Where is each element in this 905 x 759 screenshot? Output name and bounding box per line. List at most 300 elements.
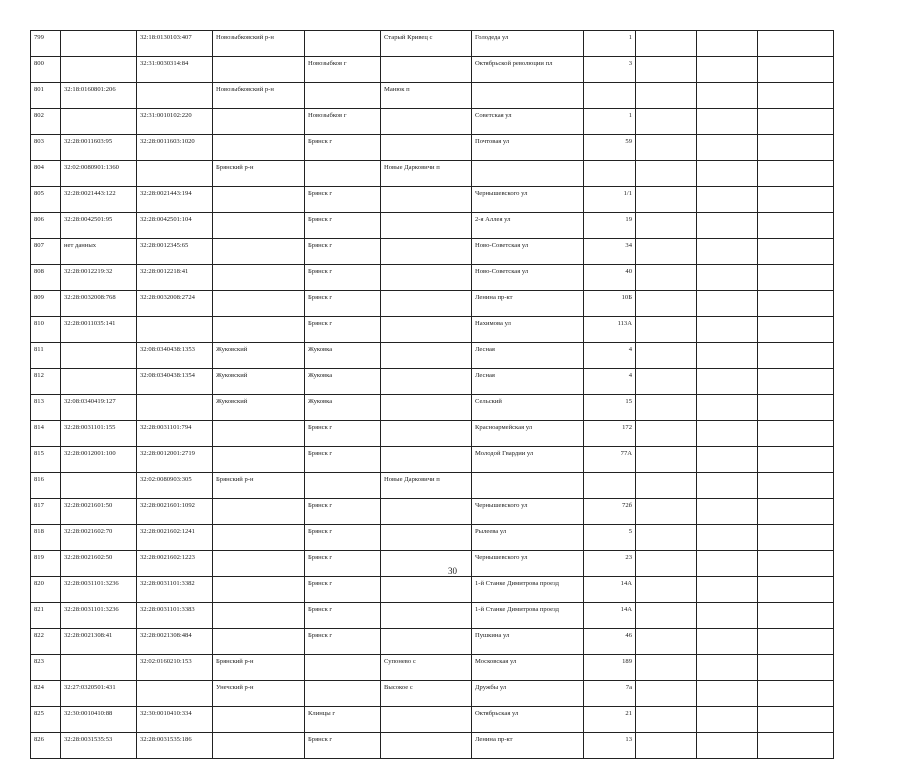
extra-cell-3 xyxy=(758,577,834,603)
city-cell: Брянск г xyxy=(305,187,381,213)
building-cadastral-cell: 32:28:0031535:186 xyxy=(137,733,213,759)
row-number-cell: 808 xyxy=(31,265,61,291)
street-cell: Голодеда ул xyxy=(472,31,584,57)
row-number-cell: 802 xyxy=(31,109,61,135)
city-cell: Брянск г xyxy=(305,291,381,317)
building-cadastral-cell: 32:28:0031101:3383 xyxy=(137,603,213,629)
extra-cell-2 xyxy=(697,499,758,525)
house-number-cell: 59 xyxy=(584,135,636,161)
extra-cell-3 xyxy=(758,733,834,759)
settlement-cell: Новые Дарковичи п xyxy=(381,161,472,187)
district-cell xyxy=(213,317,305,343)
house-number-cell xyxy=(584,83,636,109)
street-cell: Сельский xyxy=(472,395,584,421)
table-row xyxy=(31,577,834,603)
district-cell: Брянский р-н xyxy=(213,655,305,681)
extra-cell-2 xyxy=(697,57,758,83)
settlement-cell xyxy=(381,369,472,395)
extra-cell-2 xyxy=(697,31,758,57)
extra-cell-1 xyxy=(636,473,697,499)
cadastral-number-cell: 32:27:0320501:431 xyxy=(61,681,137,707)
street-cell: Московская ул xyxy=(472,655,584,681)
extra-cell-2 xyxy=(697,239,758,265)
row-number-cell: 826 xyxy=(31,733,61,759)
settlement-cell xyxy=(381,317,472,343)
table-row xyxy=(31,369,834,395)
extra-cell-1 xyxy=(636,733,697,759)
table-row xyxy=(31,317,834,343)
building-cadastral-cell: 32:28:0021602:1223 xyxy=(137,551,213,577)
table-row xyxy=(31,629,834,655)
street-cell: Пушкина ул xyxy=(472,629,584,655)
city-cell: Брянск г xyxy=(305,239,381,265)
settlement-cell xyxy=(381,57,472,83)
extra-cell-2 xyxy=(697,343,758,369)
city-cell: Новозыбков г xyxy=(305,57,381,83)
house-number-cell: 77А xyxy=(584,447,636,473)
house-number-cell: 1/1 xyxy=(584,187,636,213)
district-cell xyxy=(213,577,305,603)
street-cell: Октябрьская ул xyxy=(472,707,584,733)
district-cell xyxy=(213,187,305,213)
house-number-cell: 1 xyxy=(584,109,636,135)
building-cadastral-cell: 32:28:0021308:484 xyxy=(137,629,213,655)
building-cadastral-cell: 32:02:0160210:153 xyxy=(137,655,213,681)
row-number-cell: 803 xyxy=(31,135,61,161)
extra-cell-2 xyxy=(697,733,758,759)
house-number-cell: 14А xyxy=(584,603,636,629)
house-number-cell: 10Б xyxy=(584,291,636,317)
extra-cell-3 xyxy=(758,239,834,265)
extra-cell-3 xyxy=(758,83,834,109)
building-cadastral-cell: 32:02:0080903:305 xyxy=(137,473,213,499)
row-number-cell: 817 xyxy=(31,499,61,525)
building-cadastral-cell xyxy=(137,317,213,343)
extra-cell-1 xyxy=(636,681,697,707)
extra-cell-3 xyxy=(758,265,834,291)
house-number-cell xyxy=(584,161,636,187)
cadastral-number-cell: 32:28:0032008:768 xyxy=(61,291,137,317)
table-row xyxy=(31,499,834,525)
building-cadastral-cell: 32:28:0042501:104 xyxy=(137,213,213,239)
city-cell xyxy=(305,161,381,187)
cadastral-number-cell: 32:28:0031101:3236 xyxy=(61,577,137,603)
table-row xyxy=(31,707,834,733)
city-cell: Новозыбков г xyxy=(305,109,381,135)
street-cell: Ново-Советская ул xyxy=(472,265,584,291)
table-row xyxy=(31,83,834,109)
street-cell: Чернышевского ул xyxy=(472,551,584,577)
street-cell: Советская ул xyxy=(472,109,584,135)
extra-cell-2 xyxy=(697,629,758,655)
table-row xyxy=(31,187,834,213)
city-cell: Брянск г xyxy=(305,447,381,473)
table-row xyxy=(31,681,834,707)
extra-cell-1 xyxy=(636,603,697,629)
district-cell xyxy=(213,421,305,447)
settlement-cell xyxy=(381,525,472,551)
extra-cell-3 xyxy=(758,343,834,369)
building-cadastral-cell: 32:28:0031101:794 xyxy=(137,421,213,447)
house-number-cell: 189 xyxy=(584,655,636,681)
settlement-cell xyxy=(381,577,472,603)
cadastral-number-cell: 32:28:0021602:50 xyxy=(61,551,137,577)
settlement-cell xyxy=(381,603,472,629)
row-number-cell: 822 xyxy=(31,629,61,655)
extra-cell-1 xyxy=(636,109,697,135)
table-row xyxy=(31,135,834,161)
extra-cell-3 xyxy=(758,135,834,161)
city-cell: Брянск г xyxy=(305,551,381,577)
table-row xyxy=(31,291,834,317)
extra-cell-3 xyxy=(758,629,834,655)
city-cell: Брянск г xyxy=(305,421,381,447)
extra-cell-2 xyxy=(697,109,758,135)
extra-cell-1 xyxy=(636,31,697,57)
row-number-cell: 811 xyxy=(31,343,61,369)
city-cell: Жуковка xyxy=(305,343,381,369)
table-row xyxy=(31,603,834,629)
cadastral-number-cell: 32:28:0031101:3236 xyxy=(61,603,137,629)
extra-cell-1 xyxy=(636,265,697,291)
city-cell xyxy=(305,473,381,499)
extra-cell-3 xyxy=(758,213,834,239)
extra-cell-3 xyxy=(758,109,834,135)
district-cell xyxy=(213,291,305,317)
house-number-cell: 19 xyxy=(584,213,636,239)
house-number-cell: 5 xyxy=(584,525,636,551)
district-cell: Жуковский xyxy=(213,343,305,369)
street-cell: Почтовая ул xyxy=(472,135,584,161)
building-cadastral-cell xyxy=(137,83,213,109)
cadastral-number-cell xyxy=(61,343,137,369)
table-row xyxy=(31,213,834,239)
settlement-cell xyxy=(381,135,472,161)
table-row xyxy=(31,395,834,421)
house-number-cell: 72б xyxy=(584,499,636,525)
house-number-cell: 1 xyxy=(584,31,636,57)
extra-cell-3 xyxy=(758,187,834,213)
district-cell xyxy=(213,733,305,759)
settlement-cell xyxy=(381,213,472,239)
city-cell xyxy=(305,681,381,707)
city-cell xyxy=(305,655,381,681)
extra-cell-1 xyxy=(636,369,697,395)
street-cell: 2-я Аллея ул xyxy=(472,213,584,239)
settlement-cell xyxy=(381,421,472,447)
extra-cell-3 xyxy=(758,369,834,395)
street-cell: Ленина пр-кт xyxy=(472,733,584,759)
extra-cell-2 xyxy=(697,681,758,707)
table-row xyxy=(31,343,834,369)
house-number-cell: 113А xyxy=(584,317,636,343)
district-cell xyxy=(213,629,305,655)
street-cell: Красноармейская ул xyxy=(472,421,584,447)
row-number-cell: 810 xyxy=(31,317,61,343)
extra-cell-3 xyxy=(758,525,834,551)
cadastral-number-cell: 32:18:0160801:206 xyxy=(61,83,137,109)
extra-cell-2 xyxy=(697,603,758,629)
cadastral-number-cell: 32:28:0031535:53 xyxy=(61,733,137,759)
building-cadastral-cell: 32:31:0030314:84 xyxy=(137,57,213,83)
row-number-cell: 807 xyxy=(31,239,61,265)
district-cell xyxy=(213,135,305,161)
building-cadastral-cell xyxy=(137,161,213,187)
extra-cell-1 xyxy=(636,577,697,603)
building-cadastral-cell: 32:31:0010102:220 xyxy=(137,109,213,135)
extra-cell-1 xyxy=(636,395,697,421)
table-row xyxy=(31,57,834,83)
extra-cell-3 xyxy=(758,317,834,343)
settlement-cell xyxy=(381,395,472,421)
cadastral-number-cell: 32:28:0021602:70 xyxy=(61,525,137,551)
extra-cell-1 xyxy=(636,707,697,733)
row-number-cell: 825 xyxy=(31,707,61,733)
extra-cell-2 xyxy=(697,187,758,213)
page-number: 30 xyxy=(448,566,457,576)
street-cell: Лесная xyxy=(472,343,584,369)
extra-cell-3 xyxy=(758,499,834,525)
row-number-cell: 799 xyxy=(31,31,61,57)
extra-cell-2 xyxy=(697,291,758,317)
cadastral-number-cell: 32:28:0011035:141 xyxy=(61,317,137,343)
street-cell: 1-й Станке Димитрова проезд xyxy=(472,603,584,629)
extra-cell-1 xyxy=(636,343,697,369)
table-row xyxy=(31,447,834,473)
settlement-cell xyxy=(381,499,472,525)
house-number-cell: 3 xyxy=(584,57,636,83)
table-row xyxy=(31,239,834,265)
street-cell xyxy=(472,83,584,109)
extra-cell-3 xyxy=(758,707,834,733)
cadastral-number-cell xyxy=(61,57,137,83)
settlement-cell xyxy=(381,447,472,473)
building-cadastral-cell: 32:30:0010410:334 xyxy=(137,707,213,733)
extra-cell-1 xyxy=(636,525,697,551)
cadastral-number-cell: 32:28:0012001:100 xyxy=(61,447,137,473)
row-number-cell: 812 xyxy=(31,369,61,395)
extra-cell-3 xyxy=(758,161,834,187)
city-cell: Брянск г xyxy=(305,265,381,291)
building-cadastral-cell: 32:18:0130103:407 xyxy=(137,31,213,57)
street-cell: Рылеева ул xyxy=(472,525,584,551)
settlement-cell xyxy=(381,187,472,213)
table-row xyxy=(31,525,834,551)
city-cell: Брянск г xyxy=(305,135,381,161)
extra-cell-2 xyxy=(697,473,758,499)
building-cadastral-cell: 32:28:0032008:2724 xyxy=(137,291,213,317)
extra-cell-3 xyxy=(758,447,834,473)
extra-cell-3 xyxy=(758,395,834,421)
extra-cell-2 xyxy=(697,265,758,291)
district-cell xyxy=(213,109,305,135)
settlement-cell: Высокое с xyxy=(381,681,472,707)
cadastral-number-cell xyxy=(61,473,137,499)
extra-cell-3 xyxy=(758,473,834,499)
settlement-cell xyxy=(381,733,472,759)
row-number-cell: 823 xyxy=(31,655,61,681)
building-cadastral-cell xyxy=(137,681,213,707)
district-cell xyxy=(213,603,305,629)
street-cell: Дружбы ул xyxy=(472,681,584,707)
building-cadastral-cell: 32:28:0031101:3382 xyxy=(137,577,213,603)
extra-cell-1 xyxy=(636,239,697,265)
district-cell: Новозыбковский р-н xyxy=(213,83,305,109)
street-cell: Ново-Советская ул xyxy=(472,239,584,265)
district-cell: Брянский р-н xyxy=(213,161,305,187)
extra-cell-1 xyxy=(636,135,697,161)
settlement-cell xyxy=(381,291,472,317)
extra-cell-3 xyxy=(758,655,834,681)
building-cadastral-cell: 32:08:0340438:1354 xyxy=(137,369,213,395)
street-cell xyxy=(472,161,584,187)
extra-cell-2 xyxy=(697,655,758,681)
extra-cell-2 xyxy=(697,447,758,473)
building-cadastral-cell: 32:28:0012345:65 xyxy=(137,239,213,265)
street-cell: Чернышевского ул xyxy=(472,187,584,213)
extra-cell-2 xyxy=(697,421,758,447)
settlement-cell: Старый Кривец с xyxy=(381,31,472,57)
city-cell: Брянск г xyxy=(305,603,381,629)
extra-cell-3 xyxy=(758,603,834,629)
table-row xyxy=(31,473,834,499)
row-number-cell: 805 xyxy=(31,187,61,213)
district-cell xyxy=(213,239,305,265)
street-cell: Лесная xyxy=(472,369,584,395)
district-cell xyxy=(213,447,305,473)
extra-cell-1 xyxy=(636,187,697,213)
house-number-cell: 7а xyxy=(584,681,636,707)
table-row xyxy=(31,31,834,57)
house-number-cell: 46 xyxy=(584,629,636,655)
house-number-cell xyxy=(584,473,636,499)
cadastral-number-cell: 32:28:0031101:155 xyxy=(61,421,137,447)
house-number-cell: 21 xyxy=(584,707,636,733)
registry-table xyxy=(30,30,834,759)
row-number-cell: 809 xyxy=(31,291,61,317)
district-cell: Унечский р-н xyxy=(213,681,305,707)
cadastral-number-cell: нет данных xyxy=(61,239,137,265)
row-number-cell: 804 xyxy=(31,161,61,187)
district-cell: Новозыбковский р-н xyxy=(213,31,305,57)
city-cell: Брянск г xyxy=(305,733,381,759)
row-number-cell: 815 xyxy=(31,447,61,473)
house-number-cell: 13 xyxy=(584,733,636,759)
cadastral-number-cell: 32:28:0011603:95 xyxy=(61,135,137,161)
extra-cell-1 xyxy=(636,629,697,655)
row-number-cell: 821 xyxy=(31,603,61,629)
settlement-cell xyxy=(381,239,472,265)
table-row xyxy=(31,733,834,759)
house-number-cell: 4 xyxy=(584,369,636,395)
street-cell: Молодой Гвардии ул xyxy=(472,447,584,473)
house-number-cell: 34 xyxy=(584,239,636,265)
district-cell xyxy=(213,213,305,239)
building-cadastral-cell: 32:28:0012001:2719 xyxy=(137,447,213,473)
extra-cell-1 xyxy=(636,291,697,317)
house-number-cell: 15 xyxy=(584,395,636,421)
building-cadastral-cell: 32:28:0021443:194 xyxy=(137,187,213,213)
extra-cell-1 xyxy=(636,161,697,187)
city-cell: Брянск г xyxy=(305,499,381,525)
city-cell: Жуковка xyxy=(305,369,381,395)
city-cell xyxy=(305,83,381,109)
district-cell: Брянский р-н xyxy=(213,473,305,499)
cadastral-number-cell xyxy=(61,369,137,395)
extra-cell-1 xyxy=(636,447,697,473)
row-number-cell: 824 xyxy=(31,681,61,707)
extra-cell-2 xyxy=(697,213,758,239)
house-number-cell: 14А xyxy=(584,577,636,603)
table-row xyxy=(31,161,834,187)
table-body xyxy=(31,31,834,759)
settlement-cell: Манюк п xyxy=(381,83,472,109)
extra-cell-2 xyxy=(697,577,758,603)
extra-cell-1 xyxy=(636,317,697,343)
extra-cell-3 xyxy=(758,57,834,83)
extra-cell-2 xyxy=(697,161,758,187)
row-number-cell: 806 xyxy=(31,213,61,239)
document-sheet xyxy=(30,30,834,759)
extra-cell-2 xyxy=(697,83,758,109)
house-number-cell: 4 xyxy=(584,343,636,369)
street-cell: Ленина пр-кт xyxy=(472,291,584,317)
extra-cell-2 xyxy=(697,317,758,343)
cadastral-number-cell: 32:08:0340419:127 xyxy=(61,395,137,421)
extra-cell-1 xyxy=(636,83,697,109)
cadastral-number-cell: 32:28:0021308:41 xyxy=(61,629,137,655)
city-cell: Брянск г xyxy=(305,577,381,603)
cadastral-number-cell: 32:28:0012219:32 xyxy=(61,265,137,291)
building-cadastral-cell: 32:08:0340438:1353 xyxy=(137,343,213,369)
settlement-cell xyxy=(381,265,472,291)
settlement-cell xyxy=(381,707,472,733)
extra-cell-2 xyxy=(697,135,758,161)
cadastral-number-cell: 32:30:0010410:88 xyxy=(61,707,137,733)
table-row xyxy=(31,265,834,291)
house-number-cell: 23 xyxy=(584,551,636,577)
settlement-cell xyxy=(381,629,472,655)
extra-cell-1 xyxy=(636,57,697,83)
building-cadastral-cell: 32:28:0021602:1241 xyxy=(137,525,213,551)
cadastral-number-cell xyxy=(61,655,137,681)
district-cell xyxy=(213,265,305,291)
district-cell xyxy=(213,707,305,733)
city-cell: Брянск г xyxy=(305,213,381,239)
district-cell xyxy=(213,57,305,83)
settlement-cell: Супонево с xyxy=(381,655,472,681)
city-cell: Брянск г xyxy=(305,525,381,551)
table-row xyxy=(31,109,834,135)
row-number-cell: 820 xyxy=(31,577,61,603)
row-number-cell: 800 xyxy=(31,57,61,83)
extra-cell-2 xyxy=(697,369,758,395)
row-number-cell: 801 xyxy=(31,83,61,109)
district-cell: Жуковский xyxy=(213,395,305,421)
row-number-cell: 813 xyxy=(31,395,61,421)
extra-cell-2 xyxy=(697,707,758,733)
cadastral-number-cell: 32:28:0021601:50 xyxy=(61,499,137,525)
settlement-cell: Новые Дарковичи п xyxy=(381,473,472,499)
row-number-cell: 819 xyxy=(31,551,61,577)
settlement-cell xyxy=(381,343,472,369)
extra-cell-1 xyxy=(636,499,697,525)
cadastral-number-cell: 32:02:0080901:1360 xyxy=(61,161,137,187)
extra-cell-3 xyxy=(758,681,834,707)
house-number-cell: 172 xyxy=(584,421,636,447)
cadastral-number-cell: 32:28:0021443:122 xyxy=(61,187,137,213)
cadastral-number-cell xyxy=(61,109,137,135)
